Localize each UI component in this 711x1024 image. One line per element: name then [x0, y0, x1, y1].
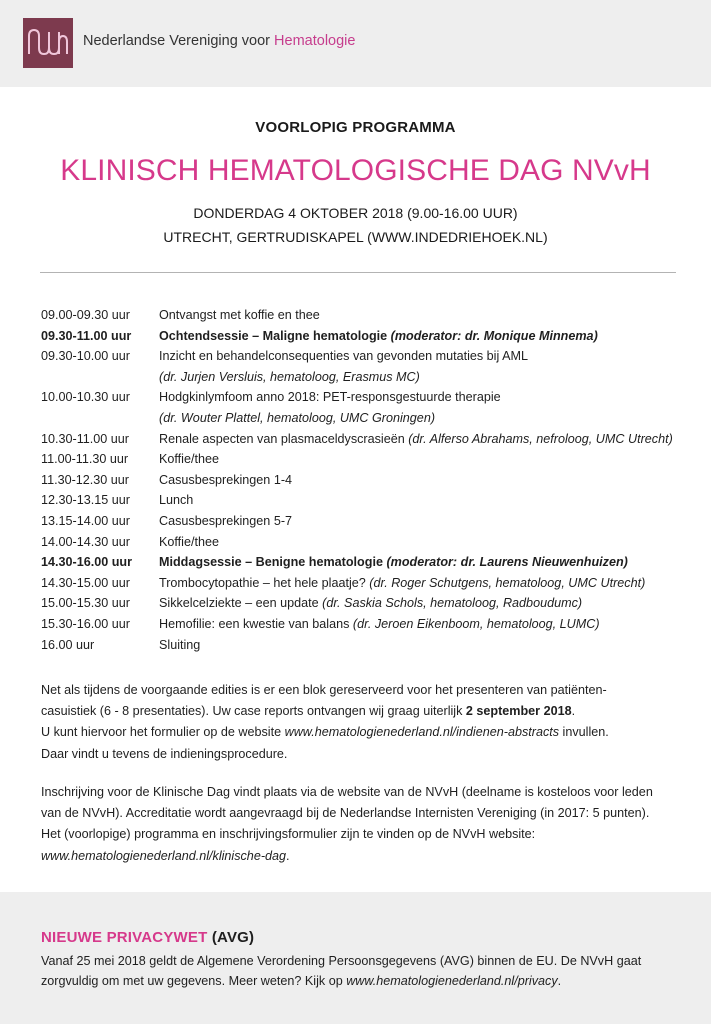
schedule-row	[41, 635, 701, 656]
page-title: KLINISCH HEMATOLOGISCHE DAG NVvH	[60, 154, 651, 187]
schedule-note: (dr. Wouter Plattel, hematoloog, UMC Groningen)	[159, 410, 436, 425]
paragraph-text: .	[286, 848, 290, 863]
deadline-date: 2 september 2018	[465, 704, 572, 719]
schedule-text: Sikkelcelziekte – een update	[159, 596, 323, 611]
privacy-link[interactable]: www.hematologienederland.nl/privacy	[346, 974, 558, 988]
paragraph-line	[41, 846, 681, 867]
schedule-desc	[159, 490, 701, 511]
schedule-text: Lunch	[159, 493, 194, 508]
schedule-text: Hemofilie: een kwestie van balans	[159, 616, 353, 631]
casuistiek-paragraph	[41, 680, 681, 765]
schedule-text: Sluiting	[159, 637, 201, 652]
schedule-row	[41, 593, 701, 614]
org-name-part2: Hematologie	[274, 33, 356, 49]
schedule-desc	[159, 367, 701, 388]
schedule-desc	[159, 573, 701, 594]
paragraph-text: .	[571, 704, 576, 719]
schedule-text: Ochtendsessie – Maligne hematologie	[159, 328, 391, 343]
schedule-row	[41, 367, 701, 388]
schedule-row	[41, 429, 701, 450]
schedule-time: 09.30-10.00 uur	[41, 349, 130, 364]
program-subtitle: VOORLOPIG PROGRAMMA	[255, 119, 456, 136]
paragraph-text: casuistiek (6 - 8 presentaties). Uw case reports ontvangen wij graag uiterlijk	[41, 704, 466, 719]
schedule-text: Middagsessie – Benigne hematologie	[159, 555, 387, 570]
schedule-row	[41, 387, 701, 408]
schedule-text: Hodgkinlymfoom anno 2018: PET-responsgestuurde therapie	[159, 390, 501, 405]
schedule-note: (dr. Jeroen Eikenboom, hematoloog, LUMC)	[352, 616, 600, 631]
privacy-line	[41, 971, 681, 991]
schedule-desc	[159, 532, 701, 553]
schedule-text: Trombocytopathie – het hele plaatje?	[159, 575, 370, 590]
schedule-time: 15.00-15.30 uur	[41, 596, 130, 611]
privacy-line: Vanaf 25 mei 2018 geldt de Algemene Verordening Persoonsgegevens (AVG) binnen de EU. De NVvH gaat	[41, 954, 642, 968]
schedule-time: 15.30-16.00 uur	[41, 616, 130, 631]
schedule-row	[41, 614, 701, 635]
paragraph-text: invullen.	[559, 725, 609, 740]
schedule-row	[41, 552, 701, 573]
schedule-text: Inzicht en behandelconsequenties van gevonden mutaties bij AML	[159, 349, 528, 364]
nvh-logo-mark	[23, 18, 73, 68]
schedule-row	[41, 573, 701, 594]
schedule-time	[41, 408, 159, 429]
schedule-time: 14.30-16.00 uur	[41, 555, 133, 570]
schedule-note: (dr. Alferso Abrahams, nefroloog, UMC Utrecht)	[408, 431, 673, 446]
schedule-desc	[159, 305, 701, 326]
schedule-time: 09.30-11.00 uur	[41, 328, 132, 343]
schedule-desc	[159, 429, 701, 450]
paragraph-line: Daar vindt u tevens de indieningsprocedure.	[41, 746, 288, 761]
schedule-time: 10.00-10.30 uur	[41, 390, 130, 405]
divider	[40, 272, 676, 273]
schedule-time: 13.15-14.00 uur	[41, 513, 130, 528]
paragraph-line	[41, 722, 681, 743]
paragraph-line: Net als tijdens de voorgaande edities is er een blok gereserveerd voor het presenteren van patiënten-	[41, 683, 607, 697]
schedule-row	[41, 408, 701, 429]
schedule-desc	[159, 614, 701, 635]
registration-paragraph	[41, 782, 681, 867]
schedule-time: 14.00-14.30 uur	[41, 534, 130, 549]
page-header	[0, 0, 711, 87]
privacy-text-part: zorgvuldig om met uw gegevens. Meer weten? Kijk op	[41, 974, 347, 988]
event-venue: UTRECHT, GERTRUDISKAPEL (WWW.INDEDRIEHOEK.NL)	[163, 229, 548, 245]
schedule-desc	[159, 408, 701, 429]
schedule-desc	[159, 449, 701, 470]
schedule-text: Casusbesprekingen 1-4	[159, 472, 293, 487]
schedule-text: Renale aspecten van plasmaceldyscrasieën	[159, 431, 409, 446]
event-date: DONDERDAG 4 OKTOBER 2018 (9.00-16.00 UUR)	[193, 205, 518, 221]
schedule-desc	[159, 511, 701, 532]
schedule-text: Koffie/thee	[159, 534, 219, 549]
schedule-text: Ontvangst met koffie en thee	[159, 308, 320, 322]
schedule-row	[41, 511, 701, 532]
paragraph-line: van de NVvH). Accreditatie wordt aangevraagd bij de Nederlandse Internisten Vereniging (in 2017: 5 punten).	[41, 806, 650, 821]
privacy-title-main: NIEUWE PRIVACYWET	[41, 929, 208, 946]
privacy-title	[41, 929, 254, 946]
schedule-row	[41, 449, 701, 470]
schedule-note: (moderator: dr. Monique Minnema)	[390, 328, 598, 343]
schedule-time: 10.30-11.00 uur	[41, 431, 129, 446]
schedule-desc	[159, 387, 701, 408]
org-name-part1: Nederlandse Vereniging voor	[83, 33, 275, 49]
schedule-time	[41, 367, 159, 388]
schedule-time: 12.30-13.15 uur	[41, 493, 130, 508]
abstracts-link[interactable]: www.hematologienederland.nl/indienen-abstracts	[284, 725, 560, 740]
schedule-note: (moderator: dr. Laurens Nieuwenhuizen)	[386, 555, 628, 570]
schedule-time: 14.30-15.00 uur	[41, 575, 130, 590]
nvh-logo-icon	[23, 18, 73, 68]
schedule-row	[41, 305, 701, 326]
schedule-time: 09.00-09.30 uur	[41, 308, 130, 322]
privacy-text	[41, 951, 681, 991]
paragraph-line: Inschrijving voor de Klinische Dag vindt plaats via de website van de NVvH (deelname is kosteloos voor leden	[41, 785, 653, 799]
privacy-text-part: .	[557, 974, 562, 988]
privacy-title-suffix: (AVG)	[207, 929, 255, 946]
schedule-row	[41, 532, 701, 553]
schedule-note: (dr. Jurjen Versluis, hematoloog, Erasmus MC)	[159, 369, 420, 384]
program-schedule	[41, 305, 701, 655]
schedule-desc	[159, 326, 701, 347]
schedule-note: (dr. Saskia Schols, hematoloog, Radboudumc)	[322, 596, 583, 611]
schedule-text: Koffie/thee	[159, 452, 219, 467]
schedule-row	[41, 346, 701, 367]
paragraph-line	[41, 701, 681, 722]
schedule-desc	[159, 552, 701, 573]
schedule-time: 11.00-11.30 uur	[41, 452, 129, 467]
schedule-row	[41, 326, 701, 347]
schedule-note: (dr. Roger Schutgens, hematoloog, UMC Utrecht)	[369, 575, 646, 590]
org-name	[83, 33, 355, 49]
schedule-row	[41, 490, 701, 511]
schedule-desc	[159, 635, 701, 656]
paragraph-line: Het (voorlopige) programma en inschrijvingsformulier zijn te vinden op de NVvH website:	[41, 827, 536, 842]
schedule-desc	[159, 593, 701, 614]
schedule-text: Casusbesprekingen 5-7	[159, 513, 293, 528]
schedule-desc	[159, 346, 701, 367]
klinische-dag-link[interactable]: www.hematologienederland.nl/klinische-dag	[41, 848, 287, 863]
schedule-time: 16.00 uur	[41, 637, 95, 652]
paragraph-text: U kunt hiervoor het formulier op de website	[41, 725, 285, 740]
schedule-desc	[159, 470, 701, 491]
schedule-row	[41, 470, 701, 491]
schedule-time: 11.30-12.30 uur	[41, 472, 129, 487]
